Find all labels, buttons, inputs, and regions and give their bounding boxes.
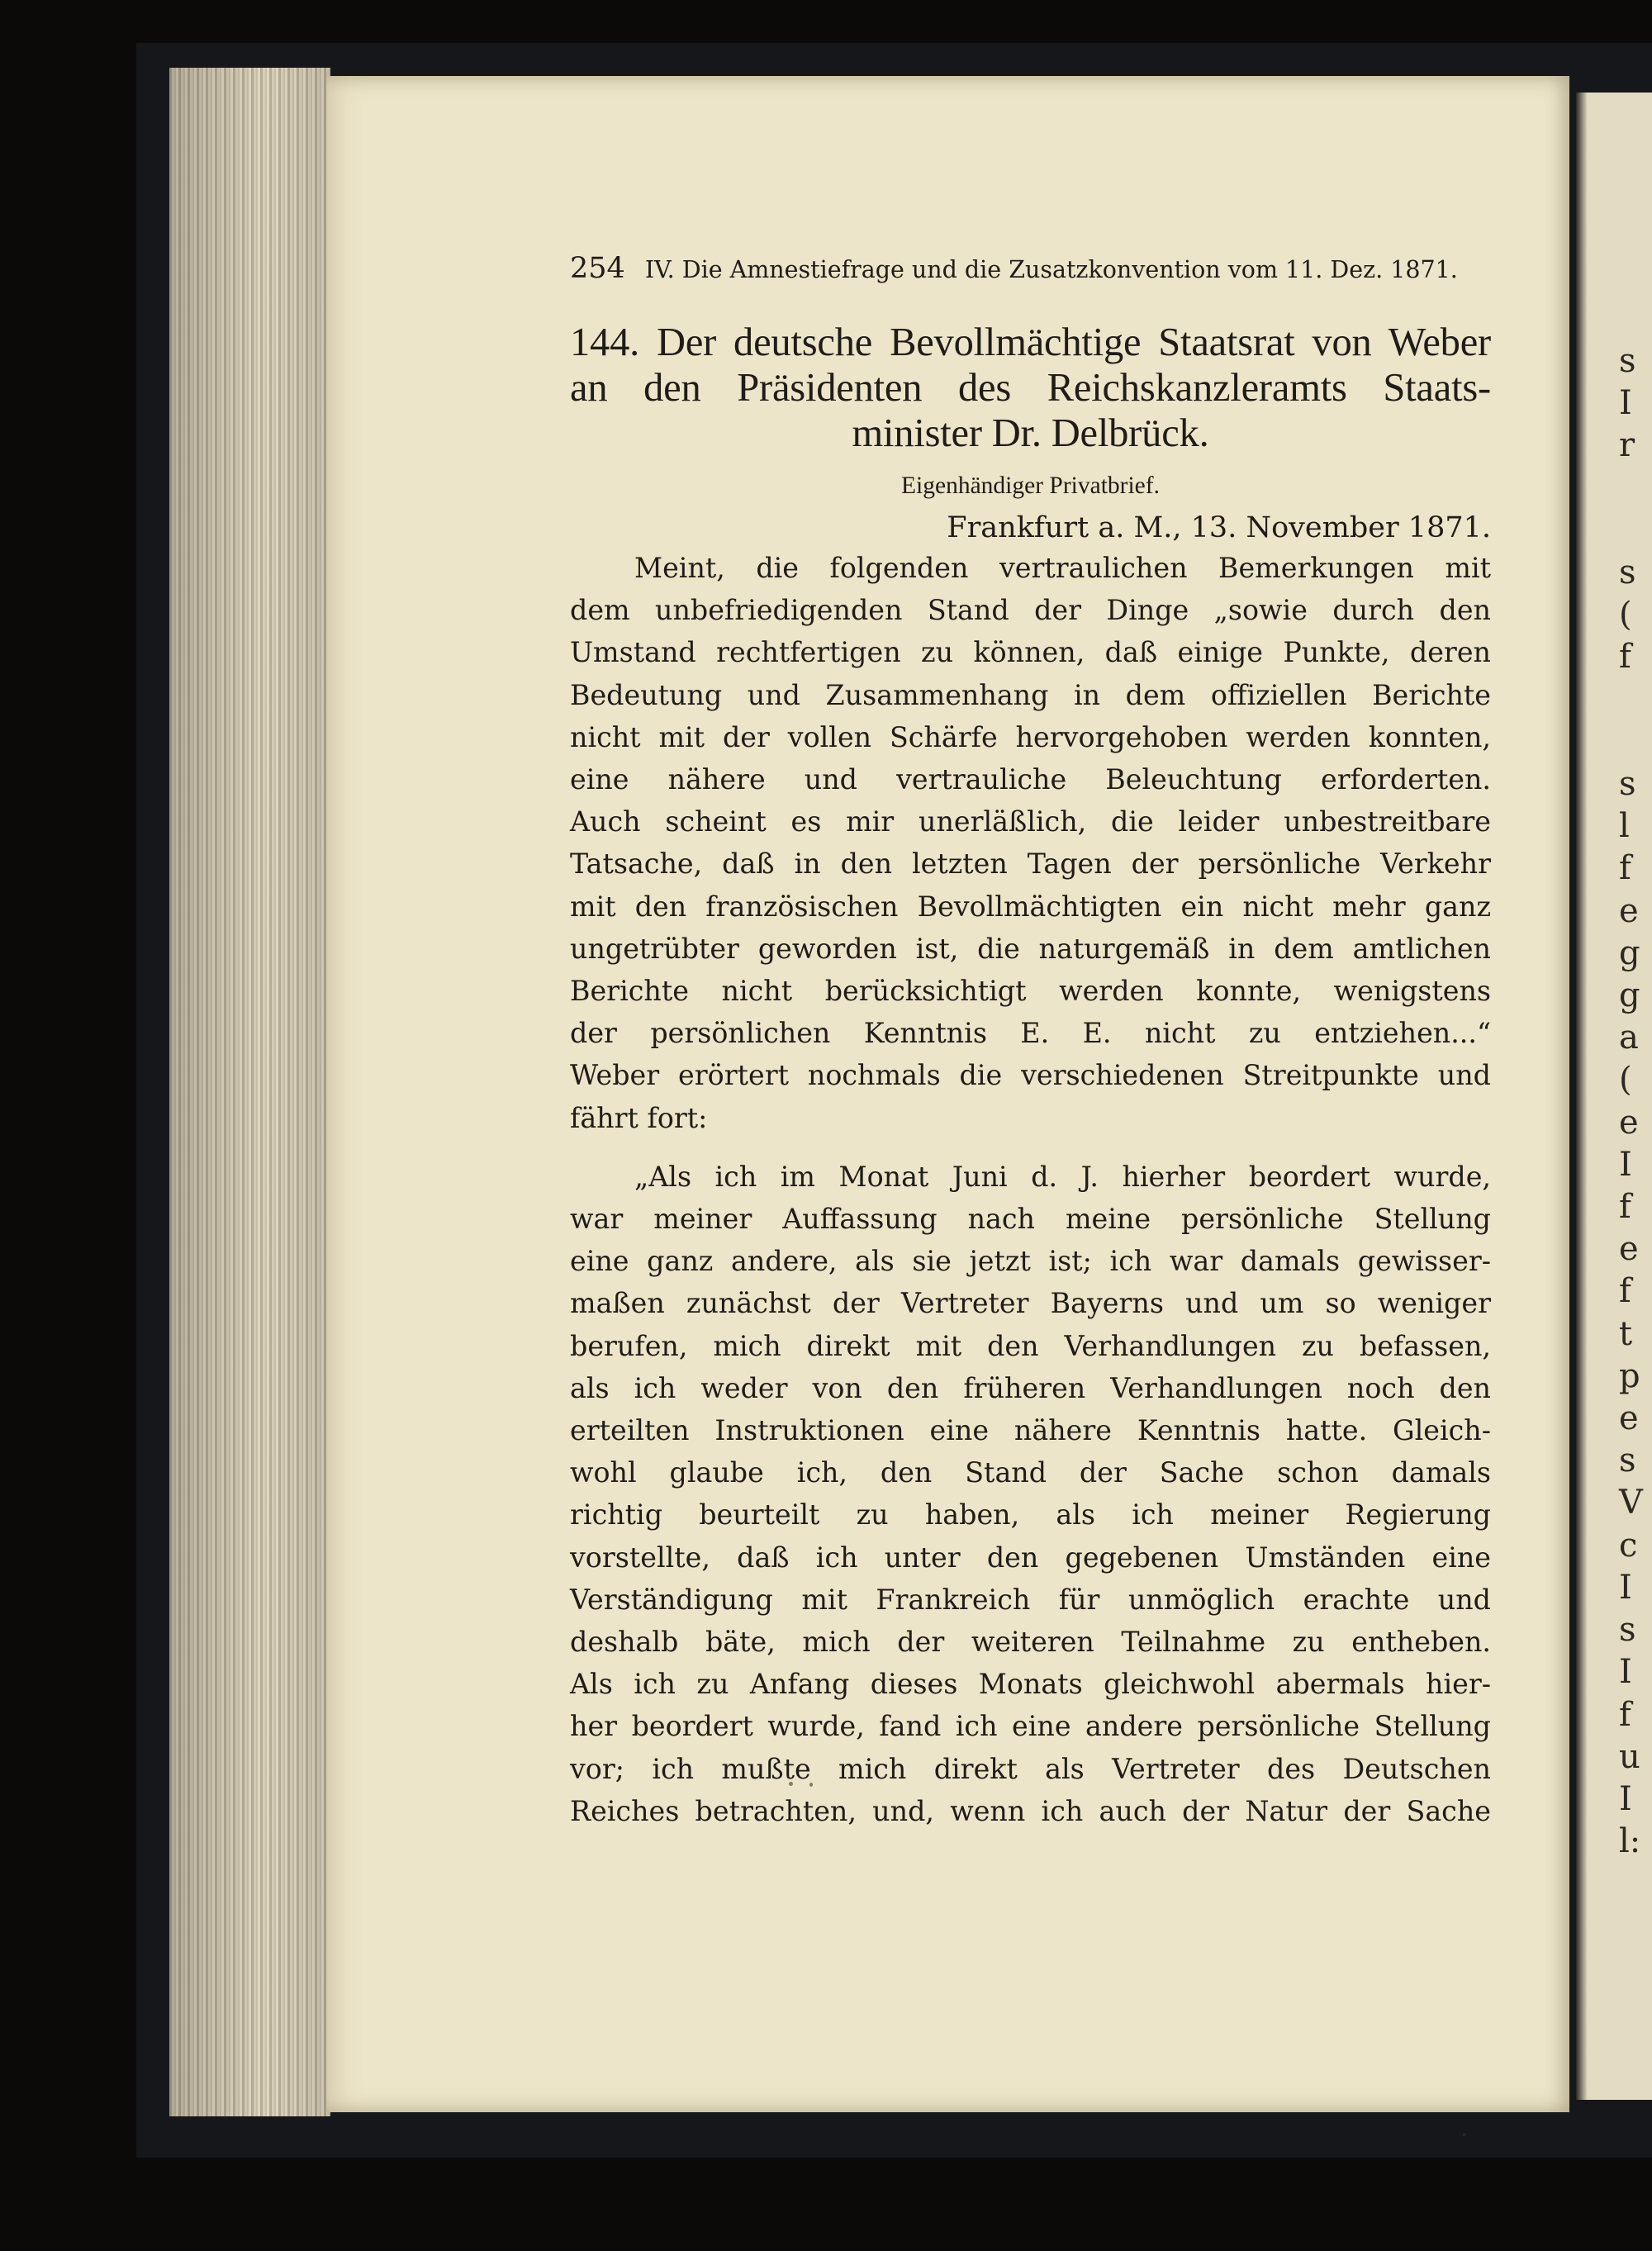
text-line: als ich weder von den früheren Verhandlungen noch den (570, 1371, 1491, 1404)
text-line: dem unbefriedigenden Stand der Dinge „sowie durch den (570, 594, 1491, 627)
text-line: eine ganz andere, als sie jetzt ist; ich war damals gewisser- (570, 1245, 1491, 1278)
text-line: Verständigung mit Frankreich für unmöglich erachte und (570, 1583, 1491, 1616)
text-line: Bedeutung und Zusammenhang in dem offiziellen Berichte (570, 678, 1491, 711)
text-line: Tatsache, daß in den letzten Tagen der persönliche Verkehr (570, 848, 1491, 881)
text-line: vor; ich mußte mich direkt als Vertreter des Deutschen (570, 1752, 1491, 1785)
text-line: nicht mit der vollen Schärfe hervorgehoben werden konnten, (570, 720, 1491, 753)
page-number: 254 (570, 252, 625, 285)
paragraph-2 (570, 1156, 1491, 1832)
running-header (570, 248, 1491, 289)
text-line: mit den französischen Bevollmächtigten ein nicht mehr ganz (570, 890, 1491, 923)
title-line: an den Präsidenten des Reichskanzleramts Staats- (570, 366, 1491, 410)
text-line: Reiches betrachten, und, wenn ich auch der Natur der Sache (570, 1794, 1491, 1827)
text-line: „Als ich im Monat Juni d. J. hierher beordert wurde, (634, 1160, 1491, 1193)
title-line: minister Dr. Delbrück. (852, 411, 1209, 455)
text-line: maßen zunächst der Vertreter Bayerns und um so weniger (570, 1287, 1491, 1320)
right-page-edge (1576, 93, 1652, 2100)
text-line: ungetrübter geworden ist, die naturgemäß in dem amtlichen (570, 932, 1491, 965)
page-edges-stack (169, 68, 330, 2116)
text-line: richtig beurteilt zu haben, als ich meiner Regierung (570, 1498, 1491, 1532)
text-line: Meint, die folgenden vertraulichen Bemerkungen mit (634, 552, 1491, 584)
document-subtitle: Eigenhändiger Privatbrief. (901, 473, 1160, 499)
dateline: Frankfurt a. M., 13. November 1871. (947, 511, 1491, 544)
running-head: IV. Die Amnestiefrage und die Zusatzkonvention vom 11. Dez. 1871. (644, 256, 1458, 283)
right-page-letters: s I r s ( f s l f e g g a ( e I f e f t p e s V c I s I f u I l: (1619, 342, 1643, 1861)
text-line: Auch scheint es mir unerläßlich, die leider unbestreitbare (570, 805, 1491, 838)
text-line: Als ich zu Anfang dieses Monats gleichwohl abermals hier- (570, 1668, 1491, 1701)
text-line: deshalb bäte, mich der weiteren Teilnahme zu entheben. (570, 1626, 1491, 1659)
text-line: her beordert wurde, fand ich eine andere persönliche Stellung (570, 1710, 1491, 1743)
text-line: der persönlichen Kenntnis E. E. nicht zu entziehen...“ (570, 1017, 1491, 1050)
text-line: eine nähere und vertrauliche Beleuchtung erforderten. (570, 763, 1491, 796)
text-line: berufen, mich direkt mit den Verhandlungen zu befassen, (570, 1329, 1491, 1362)
paper-speck (1463, 2133, 1466, 2136)
paragraph-1 (570, 547, 1491, 1139)
text-line: Weber erörtert nochmals die verschiedenen Streitpunkte und (570, 1059, 1491, 1092)
paragraph-gap (570, 1139, 1491, 1156)
text-line: Umstand rechtfertigen zu können, daß einige Punkte, deren (570, 636, 1491, 669)
text-line: wohl glaube ich, den Stand der Sache schon damals (570, 1456, 1491, 1489)
text-line: Berichte nicht berücksichtigt werden konnte, wenigstens (570, 975, 1491, 1008)
text-line: erteilten Instruktionen eine nähere Kenntnis hatte. Gleich- (570, 1414, 1491, 1447)
text-line: war meiner Auffassung nach meine persönliche Stellung (570, 1203, 1491, 1236)
document-title (570, 320, 1491, 456)
title-line: 144. Der deutsche Bevollmächtige Staatsrat von Weber (570, 321, 1491, 364)
text-line: vorstellte, daß ich unter den gegebenen Umständen eine (570, 1541, 1491, 1574)
page-text-block (570, 248, 1491, 1832)
text-line: fährt fort: (570, 1101, 708, 1134)
